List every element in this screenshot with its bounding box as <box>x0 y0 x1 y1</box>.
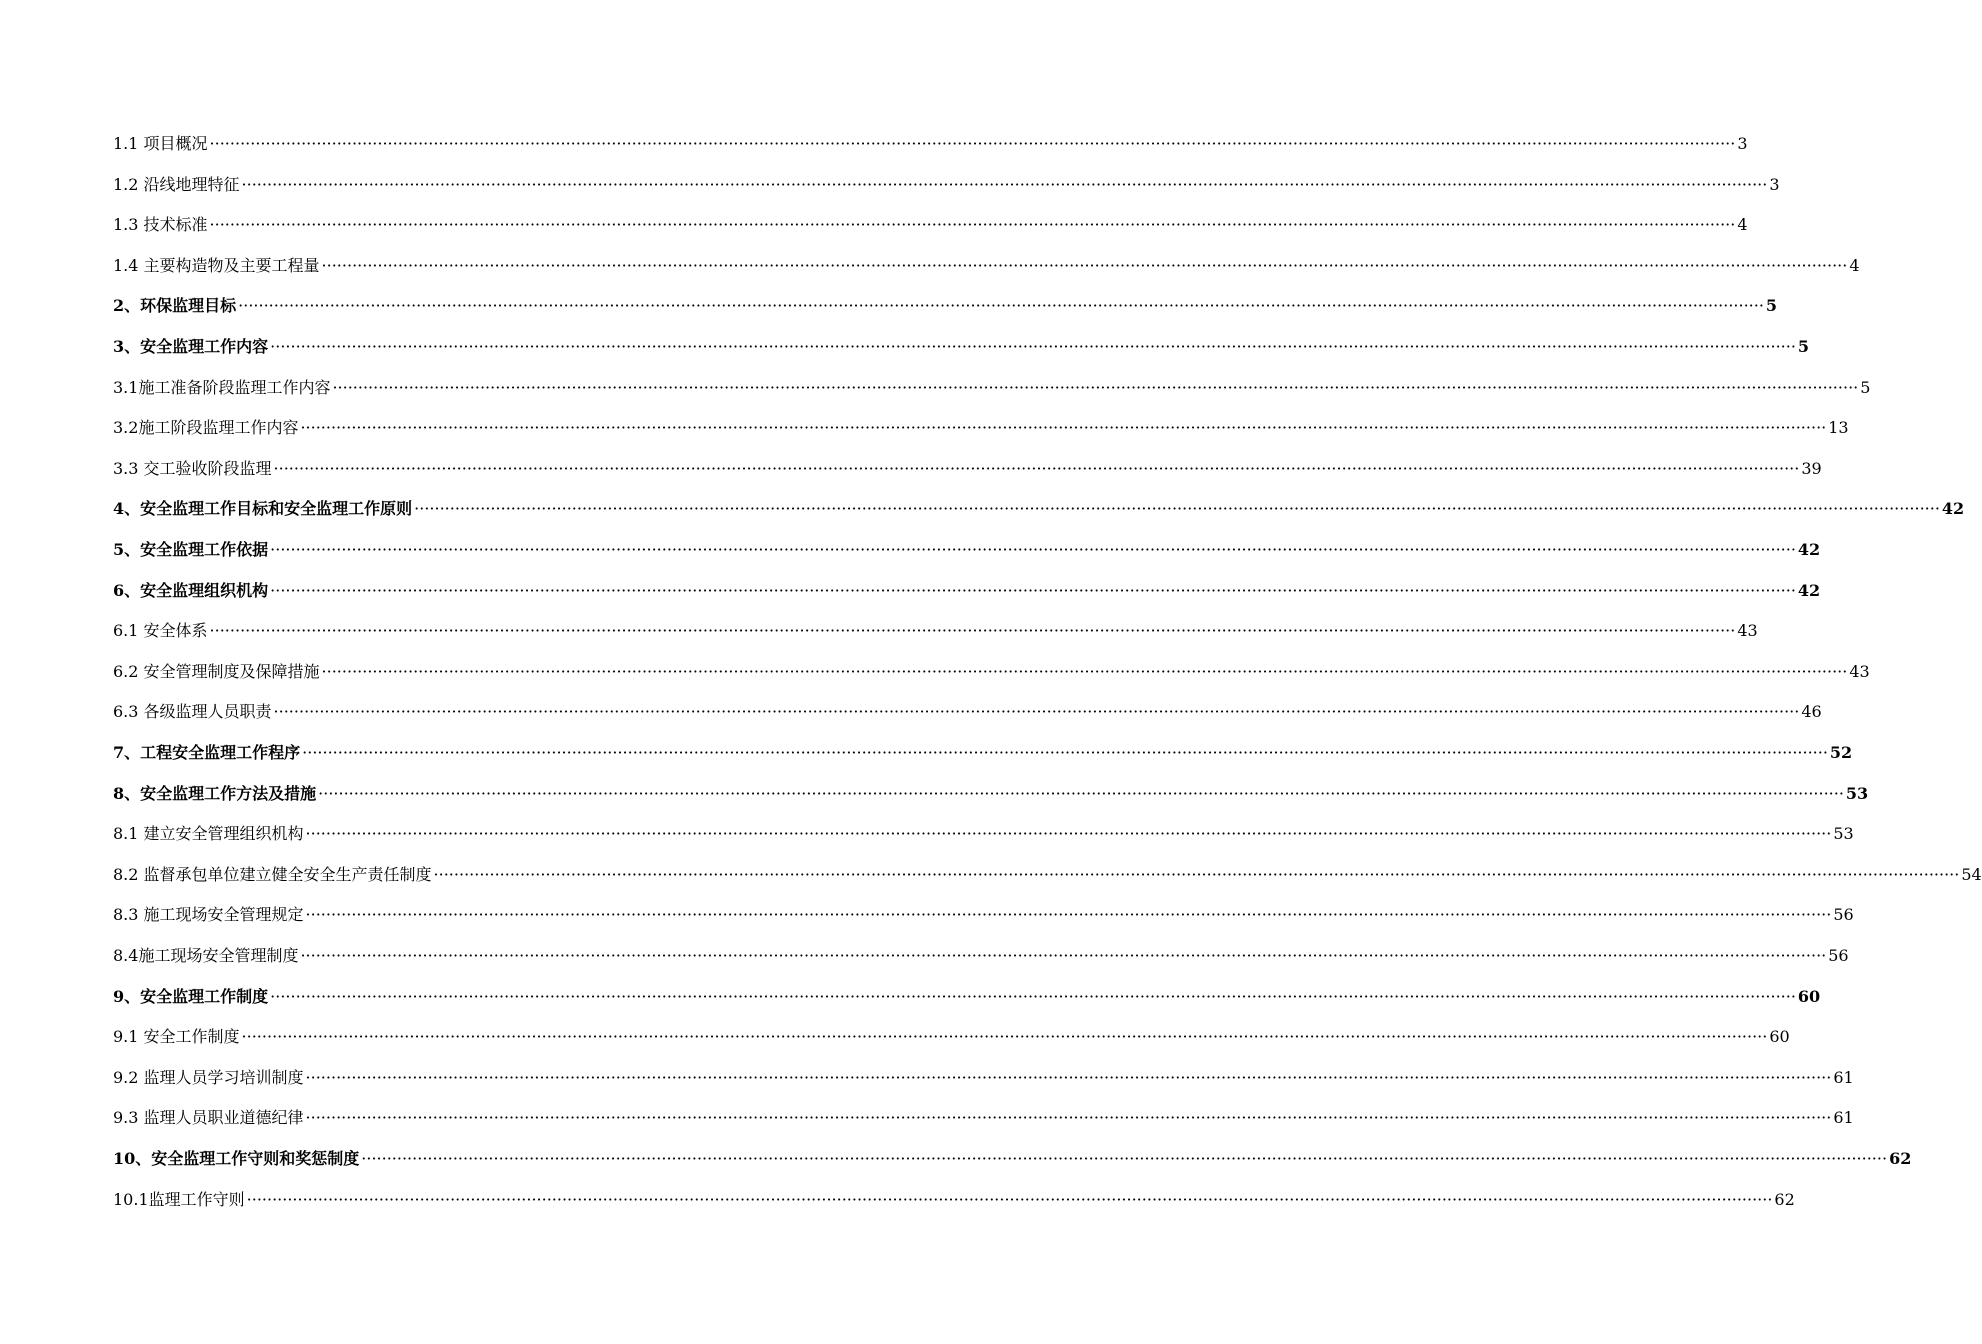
toc-entry-title: 1.3 技术标准 <box>113 215 208 234</box>
toc-entry[interactable] <box>113 530 1821 560</box>
toc-entry[interactable] <box>113 855 1982 885</box>
toc-entry-title: 6.1 安全体系 <box>113 621 208 640</box>
toc-page-number: 60 <box>1797 987 1821 1006</box>
toc-entry-title: 3、安全监理工作内容 <box>113 337 269 356</box>
toc-entry-title: 6、安全监理组织机构 <box>113 581 269 600</box>
toc-page-number: 42 <box>1941 499 1965 518</box>
toc-page-number: 5 <box>1765 296 1778 315</box>
toc-entry[interactable] <box>113 652 1870 682</box>
toc-entry-title: 8.3 施工现场安全管理规定 <box>113 905 304 924</box>
toc-page-number: 61 <box>1833 1068 1854 1087</box>
toc-entry[interactable] <box>113 733 1853 763</box>
toc-dot-leader: ············································································································································································································································································································ <box>270 540 1796 559</box>
toc-page-number: 4 <box>1849 256 1860 275</box>
toc-dot-leader: ············································································································································································································································································································ <box>273 459 1800 478</box>
toc-entry[interactable] <box>113 165 1780 195</box>
toc-page-number: 39 <box>1801 459 1822 478</box>
toc-entry-title: 9.2 监理人员学习培训制度 <box>113 1068 304 1087</box>
toc-dot-leader: ············································································································································································································································································································ <box>318 784 1844 803</box>
toc-dot-leader: ············································································································································································································································································································ <box>305 905 1832 924</box>
toc-entry[interactable] <box>113 408 1849 438</box>
toc-dot-leader: ············································································································································································································································································································ <box>241 175 1768 194</box>
toc-dot-leader: ············································································································································································································································································································ <box>305 824 1832 843</box>
toc-page-number: 60 <box>1769 1027 1790 1046</box>
toc-entry-title: 5、安全监理工作依据 <box>113 540 269 559</box>
toc-entry-title: 7、工程安全监理工作程序 <box>113 743 301 762</box>
toc-dot-leader: ············································································································································································································································································································ <box>300 946 1827 965</box>
toc-page-number: 52 <box>1829 743 1853 762</box>
toc-entry[interactable] <box>113 774 1869 804</box>
toc-dot-leader: ············································································································································································································································································································ <box>321 256 1848 275</box>
toc-entry-title: 10、安全监理工作守则和奖惩制度 <box>113 1149 360 1168</box>
toc-page-number: 13 <box>1828 418 1849 437</box>
toc-dot-leader: ············································································································································································································································································································ <box>209 215 1736 234</box>
toc-dot-leader: ············································································································································································································································································································ <box>209 621 1736 640</box>
toc-dot-leader: ············································································································································································································································································································ <box>238 296 1764 315</box>
toc-page-number: 54 <box>1961 865 1982 884</box>
toc-entry[interactable] <box>113 1139 1912 1169</box>
toc-entry-title: 9.3 监理人员职业道德纪律 <box>113 1108 304 1127</box>
toc-entry[interactable] <box>113 895 1854 925</box>
toc-entry-title: 8.4施工现场安全管理制度 <box>113 946 299 965</box>
toc-page-number: 5 <box>1860 378 1871 397</box>
toc-page-number: 53 <box>1833 824 1854 843</box>
toc-page-number: 56 <box>1833 905 1854 924</box>
toc-entry-title: 6.2 安全管理制度及保障措施 <box>113 662 320 681</box>
toc-entry-title: 10.1监理工作守则 <box>113 1190 245 1209</box>
toc-page-number: 3 <box>1769 175 1780 194</box>
toc-dot-leader: ············································································································································································································································································································ <box>321 662 1848 681</box>
toc-dot-leader: ············································································································································································································································································································ <box>332 378 1859 397</box>
toc-page-number: 42 <box>1797 540 1821 559</box>
toc-entry-title: 3.1施工准备阶段监理工作内容 <box>113 378 331 397</box>
toc-page-number: 43 <box>1737 621 1758 640</box>
toc-entry[interactable] <box>113 246 1860 276</box>
toc-page-number: 42 <box>1797 581 1821 600</box>
toc-page-number: 43 <box>1849 662 1870 681</box>
toc-entry-title: 1.2 沿线地理特征 <box>113 175 240 194</box>
toc-entry[interactable] <box>113 977 1821 1007</box>
toc-page-number: 53 <box>1845 784 1869 803</box>
toc-entry[interactable] <box>113 124 1748 154</box>
toc-entry[interactable] <box>113 327 1810 357</box>
toc-entry[interactable] <box>113 449 1822 479</box>
toc-dot-leader: ············································································································································································································································································································ <box>241 1027 1768 1046</box>
toc-page-number: 3 <box>1737 134 1748 153</box>
toc-dot-leader: ············································································································································································································································································································ <box>209 134 1736 153</box>
toc-page-number: 5 <box>1797 337 1810 356</box>
toc-entry[interactable] <box>113 611 1758 641</box>
toc-entry-title: 2、环保监理目标 <box>113 296 237 315</box>
toc-entry-title: 4、安全监理工作目标和安全监理工作原则 <box>113 499 413 518</box>
toc-entry[interactable] <box>113 571 1821 601</box>
toc-entry[interactable] <box>113 692 1822 722</box>
toc-dot-leader: ············································································································································································································································································································ <box>305 1108 1832 1127</box>
toc-entry-title: 8、安全监理工作方法及措施 <box>113 784 317 803</box>
toc-page-number: 46 <box>1801 702 1822 721</box>
toc-entry[interactable] <box>113 1098 1854 1128</box>
toc-dot-leader: ············································································································································································································································································································ <box>300 418 1827 437</box>
toc-dot-leader: ············································································································································································································································································································ <box>273 702 1800 721</box>
toc-entry-title: 3.3 交工验收阶段监理 <box>113 459 272 478</box>
toc-entry[interactable] <box>113 1058 1854 1088</box>
toc-entry-title: 8.1 建立安全管理组织机构 <box>113 824 304 843</box>
toc-entry[interactable] <box>113 1017 1790 1047</box>
toc-dot-leader: ············································································································································································································································································································ <box>270 581 1796 600</box>
toc-dot-leader: ············································································································································································································································································································ <box>305 1068 1832 1087</box>
toc-entry-title: 1.4 主要构造物及主要工程量 <box>113 256 320 275</box>
toc-dot-leader: ············································································································································································································································································································ <box>302 743 1828 762</box>
toc-entry[interactable] <box>113 489 1965 519</box>
toc-entry-title: 1.1 项目概况 <box>113 134 208 153</box>
toc-page-number: 61 <box>1833 1108 1854 1127</box>
toc-entry-title: 6.3 各级监理人员职责 <box>113 702 272 721</box>
toc-dot-leader: ············································································································································································································································································································ <box>414 499 1940 518</box>
toc-entry[interactable] <box>113 936 1849 966</box>
toc-entry[interactable] <box>113 1180 1795 1210</box>
toc-dot-leader: ············································································································································································································································································································ <box>270 987 1796 1006</box>
toc-page-number: 62 <box>1889 1149 1912 1168</box>
toc-dot-leader: ············································································································································································································································································································ <box>270 337 1796 356</box>
toc-page-number: 4 <box>1737 215 1748 234</box>
toc-entry-title: 9.1 安全工作制度 <box>113 1027 240 1046</box>
toc-page-number: 62 <box>1774 1190 1795 1209</box>
toc-entry-title: 9、安全监理工作制度 <box>113 987 269 1006</box>
toc-entry-title: 8.2 监督承包单位建立健全安全生产责任制度 <box>113 865 432 884</box>
toc-entry-title: 3.2施工阶段监理工作内容 <box>113 418 299 437</box>
toc-entry[interactable] <box>113 205 1748 235</box>
toc-entry[interactable] <box>113 814 1854 844</box>
toc-entry[interactable] <box>113 286 1778 316</box>
toc-dot-leader: ············································································································································································································································································································ <box>433 865 1960 884</box>
toc-dot-leader: ············································································································································································································································································································ <box>246 1190 1773 1209</box>
toc-entry[interactable] <box>113 368 1871 398</box>
toc-page-number: 56 <box>1828 946 1849 965</box>
toc-dot-leader: ············································································································································································································································································································ <box>361 1149 1888 1168</box>
